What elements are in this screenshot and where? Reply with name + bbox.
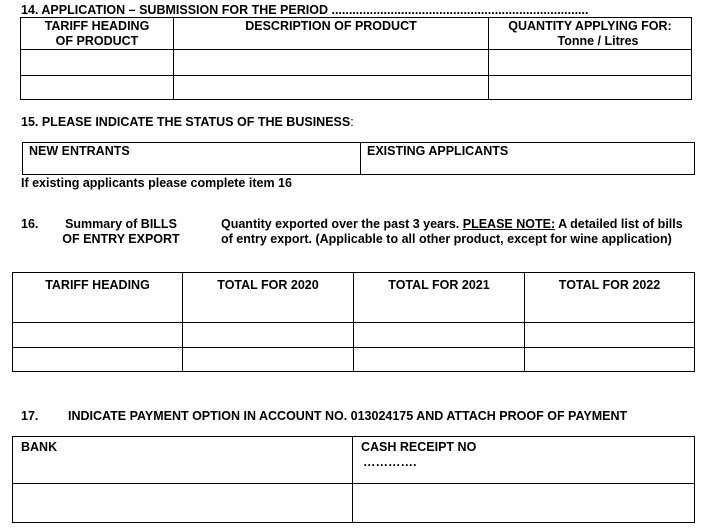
tariff-cell[interactable] — [13, 348, 183, 372]
header-total-2021: TOTAL FOR 2021 — [354, 273, 525, 323]
total-2022-cell[interactable] — [525, 348, 695, 372]
description-text: Quantity exported over the past 3 years. — [221, 217, 463, 231]
section-14-heading — [21, 3, 588, 18]
section-16-table — [12, 272, 695, 372]
tariff-cell[interactable] — [13, 323, 183, 348]
tariff-cell[interactable] — [21, 50, 174, 76]
section-14-table — [20, 17, 692, 100]
description-text-continued: A detailed list of bills of entry export. (Applicable to all other product, except for wine application) — [221, 217, 683, 246]
header-description-of-product: DESCRIPTION OF PRODUCT — [174, 18, 489, 50]
section-16-label-line-1: Summary of BILLS — [65, 217, 177, 231]
period-dotted-line: .......................................................................... — [331, 3, 589, 17]
unit-label: Tonne / Litres — [557, 34, 639, 48]
table-row — [21, 76, 692, 100]
section-16-number: 16. — [21, 217, 39, 231]
section-15-title: 15. PLEASE INDICATE THE STATUS OF THE BUSINESS — [21, 115, 351, 129]
total-2021-cell[interactable] — [354, 323, 525, 348]
total-2020-cell[interactable] — [183, 348, 354, 372]
cash-receipt-label: CASH RECEIPT NO — [361, 440, 477, 454]
bank-entry-cell[interactable] — [13, 484, 353, 523]
cash-receipt-entry-cell[interactable] — [353, 484, 695, 523]
quantity-cell[interactable] — [489, 50, 692, 76]
new-entrants-label: NEW ENTRANTS — [29, 144, 130, 158]
section-16-label — [48, 217, 194, 247]
section-15-heading — [21, 115, 354, 130]
description-cell[interactable] — [174, 50, 489, 76]
description-cell[interactable] — [174, 76, 489, 100]
existing-applicants-note: If existing applicants please complete item 16 — [21, 176, 292, 190]
quantity-cell[interactable] — [489, 76, 692, 100]
new-entrants-option[interactable] — [23, 143, 361, 175]
header-tariff-heading-of-product: TARIFF HEADING OF PRODUCT — [21, 18, 174, 50]
section-16-description — [221, 217, 689, 247]
existing-applicants-option[interactable] — [361, 143, 695, 175]
header-total-2022: TOTAL FOR 2022 — [525, 273, 695, 323]
table-row — [13, 348, 695, 372]
tariff-cell[interactable] — [21, 76, 174, 100]
cash-receipt-dotted-line: …………. — [363, 455, 417, 469]
header-total-2020: TOTAL FOR 2020 — [183, 273, 354, 323]
bank-option[interactable] — [13, 437, 353, 484]
table-header-row — [21, 18, 692, 50]
quantity-label: QUANTITY APPLYING FOR: — [508, 19, 672, 33]
header-quantity-applying-for — [489, 18, 692, 50]
existing-applicants-label: EXISTING APPLICANTS — [367, 144, 509, 158]
table-row — [21, 50, 692, 76]
section-17-number: 17. — [21, 409, 39, 423]
bank-label: BANK — [21, 440, 58, 454]
section-14-title: 14. APPLICATION – SUBMISSION FOR THE PERIOD — [21, 3, 332, 17]
total-2021-cell[interactable] — [354, 348, 525, 372]
section-16-label-line-2: OF ENTRY EXPORT — [62, 232, 180, 246]
total-2020-cell[interactable] — [183, 323, 354, 348]
table-row — [13, 323, 695, 348]
cash-receipt-option[interactable] — [353, 437, 695, 484]
table-header-row — [13, 273, 695, 323]
total-2022-cell[interactable] — [525, 323, 695, 348]
payment-option-table — [12, 436, 695, 523]
please-note-label: PLEASE NOTE: — [462, 217, 556, 231]
section-17-title: INDICATE PAYMENT OPTION IN ACCOUNT NO. 013024175 AND ATTACH PROOF OF PAYMENT — [68, 409, 628, 423]
section-15-colon: : — [350, 115, 354, 129]
business-status-table — [22, 142, 695, 175]
header-tariff-heading: TARIFF HEADING — [13, 273, 183, 323]
